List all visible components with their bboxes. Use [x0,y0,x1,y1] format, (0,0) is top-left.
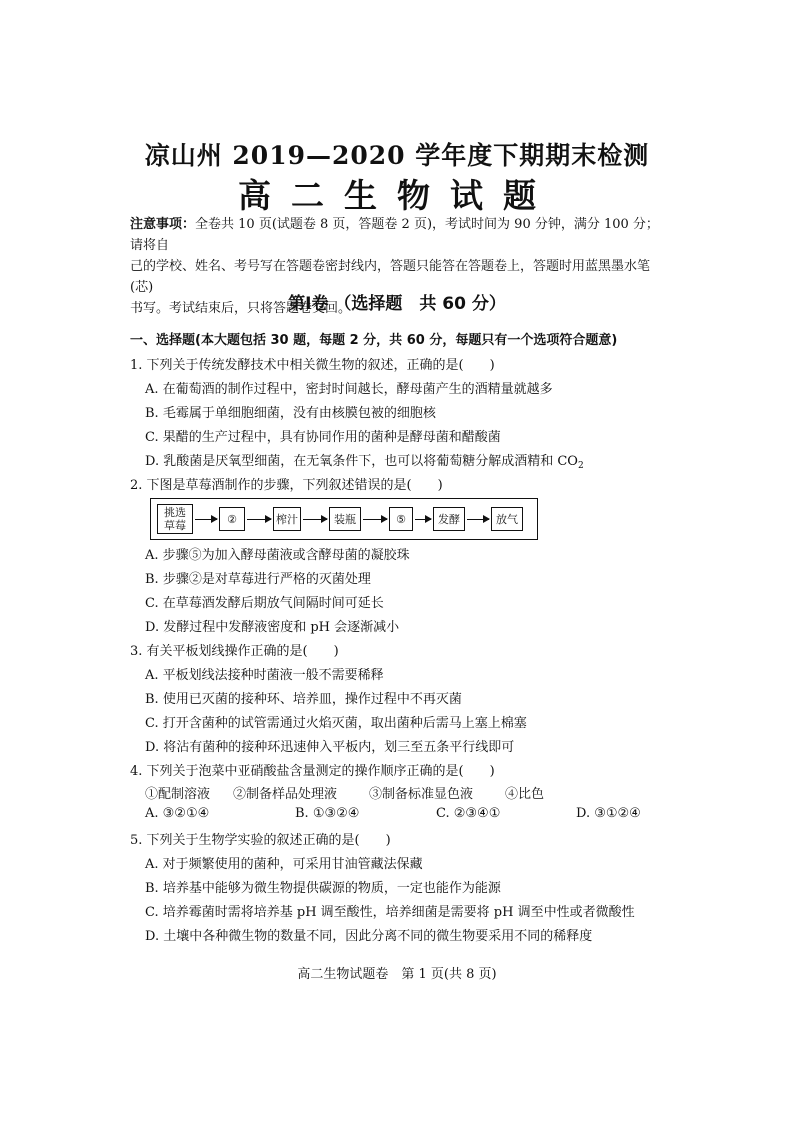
question-2-option-b: B. 步骤②是对草莓进行严格的灭菌处理 [145,572,371,587]
question-1-stem: 1. 下列关于传统发酵技术中相关微生物的叙述，正确的是( ) [130,358,495,373]
flow-arrow-1 [195,519,217,520]
page-footer: 高二生物试题卷 第 1 页(共 8 页) [297,967,497,982]
question-1-option-b: B. 毛霉属于单细胞细菌，没有由核膜包被的细胞核 [145,406,436,421]
question-1-option-d [145,450,584,471]
flow-step-2: ② [219,507,245,531]
question-4-option-a: A. ③②①④ [145,806,210,821]
notice-line-1: 全卷共 10 页(试题卷 8 页，答题卷 2 页)，考试时间为 90 分钟，满分 100 分；请将自 [130,217,659,253]
flow-step-6: 发酵 [433,507,465,531]
question-1-option-c: C. 果醋的生产过程中，具有协同作用的菌种是酵母菌和醋酸菌 [145,430,501,445]
question-3-stem: 3. 有关平板划线操作正确的是( ) [130,644,339,659]
flow-arrow-3 [303,519,327,520]
flow-step-1-line-2: 草莓 [164,519,186,532]
section-heading: 一、选择题(本大题包括 30 题，每题 2 分，共 60 分，每题只有一个选项符合题意) [130,333,618,348]
flow-arrow-2 [247,519,271,520]
exam-title: 凉山州 2019—2020 学年度下期期末检测 [144,141,650,170]
question-3-option-b: B. 使用已灭菌的接种环、培养皿，操作过程中不再灭菌 [145,692,462,707]
question-4-item-1: ①配制溶液 [145,787,211,802]
question-1-option-d-text: D. 乳酸菌是厌氧型细菌，在无氧条件下，也可以将葡萄糖分解成酒精和 CO [145,454,578,469]
flow-diagram [150,498,538,540]
question-4-item-3: ③制备标准显色液 [369,787,474,802]
question-4-option-b: B. ①③②④ [295,806,360,821]
flow-arrow-4 [363,519,387,520]
question-4-stem: 4. 下列关于泡菜中亚硝酸盐含量测定的操作顺序正确的是( ) [130,764,495,779]
question-3-option-d: D. 将沾有菌种的接种环迅速伸入平板内，划三至五条平行线即可 [145,740,515,755]
part-heading: 第Ⅰ卷 （选择题 共 60 分） [288,294,506,314]
question-4-option-c: C. ②③④① [436,806,501,821]
question-2-stem: 2. 下图是草莓酒制作的步骤，下列叙述错误的是( ) [130,478,443,493]
flow-arrow-6 [467,519,489,520]
flow-step-4: 装瓶 [329,507,361,531]
question-2-option-d: D. 发酵过程中发酵液密度和 pH 会逐渐减小 [145,620,400,635]
question-5-option-a: A. 对于频繁使用的菌种，可采用甘油管藏法保藏 [145,857,423,872]
flow-step-1 [157,504,193,534]
question-3-option-a: A. 平板划线法接种时菌液一般不需要稀释 [145,668,384,683]
flow-step-7: 放气 [491,507,523,531]
flow-step-3: 榨汁 [273,507,301,531]
question-4-item-4: ④比色 [505,787,545,802]
question-4-item-2: ②制备样品处理液 [233,787,338,802]
question-5-option-b: B. 培养基中能够为微生物提供碳源的物质，一定也能作为能源 [145,881,501,896]
notice-line-3: 书写。考试结束后，只将答题卷交回。 [130,301,352,316]
question-2-option-a: A. 步骤⑤为加入酵母菌液或含酵母菌的凝胶珠 [145,548,410,563]
question-5-stem: 5. 下列关于生物学实验的叙述正确的是( ) [130,833,391,848]
question-5-option-d: D. 土壤中各种微生物的数量不同，因此分离不同的微生物要采用不同的稀释度 [145,929,593,944]
question-2-option-c: C. 在草莓酒发酵后期放气间隔时间可延长 [145,596,384,611]
co2-subscript: 2 [577,461,584,471]
flow-step-1-line-1: 挑选 [164,506,186,519]
question-4-option-d: D. ③①②④ [576,806,641,821]
notice-line-2: 己的学校、姓名、考号写在答题卷密封线内，答题只能答在答题卷上，答题时用蓝黑墨水笔(芯) [130,259,651,295]
notice-label: 注意事项： [130,217,196,232]
question-3-option-c: C. 打开含菌种的试管需通过火焰灭菌，取出菌种后需马上塞上棉塞 [145,716,527,731]
flow-arrow-5 [415,519,431,520]
question-1-option-a: A. 在葡萄酒的制作过程中，密封时间越长，酵母菌产生的酒精量就越多 [145,382,553,397]
flow-step-5: ⑤ [389,507,413,531]
subject-title: 高二生物试题 [238,176,556,215]
question-5-option-c: C. 培养霉菌时需将培养基 pH 调至酸性，培养细菌是需要将 pH 调至中性或者微酸性 [145,905,635,920]
